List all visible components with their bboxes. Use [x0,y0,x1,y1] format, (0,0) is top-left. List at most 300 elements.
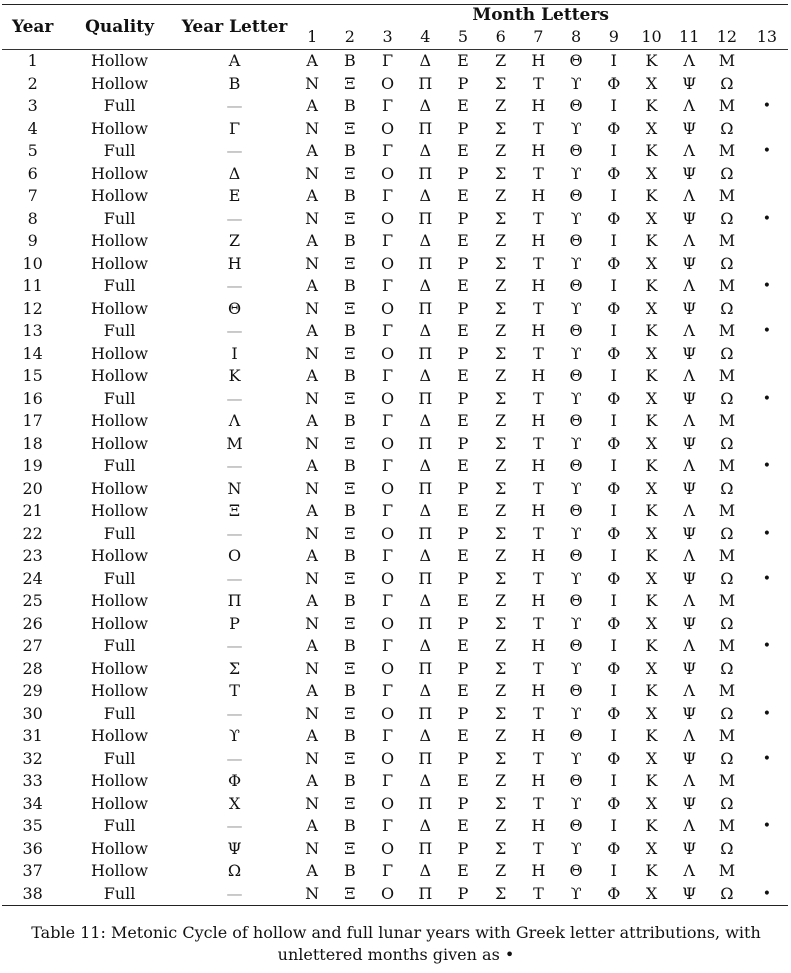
table-row [2,185,788,208]
month-letter-cell: Ψ [682,613,697,633]
month-letter-cell: Θ [569,861,583,881]
month-letter-cell: Ι [610,636,617,656]
table-row [2,770,788,793]
month-letter-cell: Κ [645,816,658,836]
year-letter-cell: — [226,523,243,543]
month-letter-cell: Λ [683,771,695,791]
table-row [2,590,788,613]
month-letter-cell: Ζ [495,321,507,341]
year-letter-cell: Λ [228,411,241,431]
month-letter-cell: ϒ [570,478,582,498]
quality-cell: Full [103,816,136,836]
month-letter-cell: Τ [533,253,544,273]
year-cell: 37 [22,861,43,881]
month-letter-cell: Ι [610,456,617,476]
year-cell: 29 [22,681,43,701]
month-letter-cell: Ο [381,343,395,363]
month-letter-cell: Α [306,456,318,476]
month-letter-cell: Ε [457,681,469,701]
month-letter-cell: Ο [369,883,407,906]
month-letter-cell: ϒ [570,793,582,813]
month-letter-cell: Α [306,591,318,611]
month-letter-cell: ϒ [570,613,582,633]
month-letter-cell: Ι [610,321,617,341]
month-letter-cell: Θ [569,456,583,476]
empty-month-cell [746,770,788,793]
month-letter-cell: Ν [305,298,320,318]
month-letter-cell: Α [306,141,318,161]
table-row [2,208,788,231]
month-letter-cell: ϒ [570,658,582,678]
month-letter-cell: Ν [305,838,320,858]
year-letter-cell: Ψ [227,838,242,858]
table-row [2,433,788,456]
quality-cell: Hollow [90,73,149,93]
year-letter-cell: Ν [227,478,242,498]
month-letter-cell: Μ [718,591,736,611]
empty-month-cell [746,680,788,703]
empty-month-cell [746,73,788,96]
year-cell: 9 [27,231,38,251]
month-letter-cell: Μ [718,51,736,71]
month-letter-cell: Χ [645,613,658,633]
month-letter-cell: Λ [683,636,695,656]
month-letter-cell: Ω [720,703,734,723]
year-cell: 3 [27,96,38,116]
empty-month-cell [746,838,788,861]
unlettered-month-marker: • [762,98,772,115]
month-letter-cell: Ε [457,96,469,116]
month-letter-cell: Ζ [495,456,507,476]
month-letter-cell: Γ [382,636,394,656]
empty-month-cell [746,590,788,613]
table-row [2,140,788,163]
month-letter-cell: Ψ [682,433,697,453]
month-letter-cell: Κ [645,456,658,476]
month-letter-cell: Ω [720,343,734,363]
month-letter-cell: Ε [457,276,469,296]
unlettered-month-marker: • [762,638,772,655]
month-letter-cell: Β [344,636,356,656]
month-letter-cell: Γ [382,186,394,206]
table-row [2,73,788,96]
month-letter-cell: Κ [645,366,658,386]
month-letter-cell: Γ [382,816,394,836]
month-letter-cell: Ο [381,253,395,273]
month-letter-cell: Φ [607,748,621,768]
month-letter-cell: Φ [607,613,621,633]
table-body [2,50,788,906]
month-letter-cell: Ξ [344,433,356,453]
month-letter-cell: Κ [645,96,658,116]
year-letter-cell: — [176,883,294,906]
year-letter-cell: ϒ [229,726,241,746]
month-letter-cell: Ψ [682,703,697,723]
month-letter-cell: Δ [419,816,432,836]
month-letter-cell: Ρ [457,118,469,138]
month-letter-cell: Ξ [344,703,356,723]
month-letter-cell: Θ [569,276,583,296]
year-cell: 35 [22,816,43,836]
month-letter-cell: Κ [645,51,658,71]
month-letter-cell: Χ [645,793,658,813]
year-cell: 21 [22,501,43,521]
month-letter-cell: Χ [645,73,658,93]
year-cell: 30 [22,703,43,723]
year-cell: 38 [2,883,63,906]
month-letter-cell: Π [418,838,433,858]
quality-cell: Hollow [90,658,149,678]
month-letter-cell: ϒ [570,838,582,858]
month-letter-cell: Γ [382,366,394,386]
month-letter-cell: Σ [495,703,507,723]
header-month-6: 6 [495,27,506,47]
month-letter-cell: Σ [495,523,507,543]
month-letter-cell: Σ [495,163,507,183]
month-letter-cell: Γ [382,681,394,701]
month-letter-cell: Ζ [495,231,507,251]
month-letter-cell: Ψ [682,838,697,858]
month-letter-cell: Θ [569,96,583,116]
month-letter-cell: Α [306,726,318,746]
month-letter-cell: Ο [381,703,395,723]
month-letter-cell: ϒ [570,568,582,588]
month-letter-cell: Ζ [495,186,507,206]
month-letter-cell: Π [418,73,433,93]
month-letter-cell: Ξ [344,118,356,138]
month-letter-cell: Ν [305,73,320,93]
month-letter-cell: Ψ [682,793,697,813]
month-letter-cell: ϒ [570,748,582,768]
month-letter-cell: Π [418,343,433,363]
month-letter-cell: Ζ [495,366,507,386]
month-letter-cell: Β [344,861,356,881]
month-letter-cell: Ξ [344,73,356,93]
month-letter-cell: Β [344,456,356,476]
quality-cell: Hollow [90,793,149,813]
month-letter-cell: Λ [683,366,695,386]
month-letter-cell: Ω [720,838,734,858]
table-row [2,253,788,276]
month-letter-cell: Ζ [495,411,507,431]
quality-cell: Hollow [90,478,149,498]
quality-cell: Hollow [90,118,149,138]
quality-cell: Hollow [90,343,149,363]
month-letter-cell: Φ [607,343,621,363]
month-letter-cell: Μ [718,186,736,206]
month-letter-cell: Φ [607,793,621,813]
month-letter-cell: Η [531,411,546,431]
year-letter-cell: Π [227,591,242,611]
month-letter-cell: Γ [382,726,394,746]
month-letter-cell: Μ [718,546,736,566]
quality-cell: Full [103,388,136,408]
month-letter-cell: Ρ [444,883,482,906]
month-letter-cell: Β [344,276,356,296]
table-row [2,568,788,591]
year-cell: 33 [22,771,43,791]
month-letter-cell: Ι [610,186,617,206]
unlettered-month-marker: • [762,570,772,587]
empty-month-cell [746,410,788,433]
unlettered-month-marker: • [762,705,772,722]
month-letter-cell: Ν [305,478,320,498]
month-letter-cell: Α [306,636,318,656]
empty-month-cell [746,50,788,73]
month-letter-cell: Κ [645,186,658,206]
month-letter-cell: Τ [520,883,558,906]
month-letter-cell: Χ [645,208,658,228]
unlettered-month-marker: • [762,390,772,407]
unlettered-month-marker: • [762,323,772,340]
month-letter-cell: Ε [457,321,469,341]
month-letter-cell: Ο [381,658,395,678]
month-letter-cell: Τ [533,73,544,93]
month-letter-cell: Χ [645,568,658,588]
month-letter-cell: Ρ [457,478,469,498]
year-cell: 32 [22,748,43,768]
month-letter-cell: Λ [683,816,695,836]
month-letter-cell: Ι [610,51,617,71]
month-letter-cell: Ξ [344,343,356,363]
table-row [2,883,788,906]
table-row [2,343,788,366]
month-letter-cell: Γ [382,546,394,566]
month-letter-cell: Ι [610,546,617,566]
year-letter-cell: Μ [226,433,243,453]
month-letter-cell: Δ [419,771,432,791]
empty-month-cell [746,793,788,816]
year-letter-cell: Θ [227,298,242,318]
month-letter-cell: Λ [683,51,695,71]
month-letter-cell: Ω [720,388,734,408]
empty-month-cell [746,500,788,523]
month-letter-cell: Ι [610,411,617,431]
month-letter-cell: Β [344,231,356,251]
month-letter-cell: Θ [569,141,583,161]
month-letter-cell: Τ [533,838,544,858]
month-letter-cell: Ο [381,163,395,183]
month-letter-cell: Β [344,816,356,836]
month-letter-cell: ϒ [570,298,582,318]
month-letter-cell: Ο [381,748,395,768]
month-letter-cell: Λ [683,456,695,476]
month-letter-cell: Ζ [495,861,507,881]
table-row [2,410,788,433]
header-month-12: 12 [716,27,738,47]
month-letter-cell: Ε [457,411,469,431]
metonic-cycle-table [2,4,788,906]
month-letter-cell: Ρ [457,298,469,318]
month-letter-cell: Θ [569,591,583,611]
table-row [2,365,788,388]
table-row [2,118,788,141]
table-row [2,523,788,546]
table-row [2,838,788,861]
month-letter-cell: Η [531,276,546,296]
empty-month-cell [746,860,788,883]
month-letter-cell: Ν [305,748,320,768]
month-letter-cell: Ξ [331,883,369,906]
month-letter-cell: Θ [569,771,583,791]
quality-cell: Hollow [90,771,149,791]
unlettered-month-marker: • [762,210,772,227]
header-month-10: 10 [641,27,662,47]
table-row [2,748,788,771]
month-letter-cell: Ξ [344,298,356,318]
month-letter-cell: Λ [683,501,695,521]
unlettered-month-marker: • [762,458,772,475]
month-letter-cell: Β [344,501,356,521]
month-letter-cell: Χ [645,388,658,408]
month-letter-cell: Ξ [344,163,356,183]
year-letter-cell: Κ [228,366,241,386]
quality-cell: Hollow [90,253,149,273]
year-letter-cell: Η [227,253,242,273]
month-letter-cell: Ε [457,501,469,521]
year-cell: 10 [22,253,43,273]
month-letter-cell: Φ [595,883,633,906]
month-letter-cell: Ψ [670,883,708,906]
month-letter-cell: Γ [382,141,394,161]
quality-cell: Full [103,703,136,723]
month-letter-cell: Ο [381,388,395,408]
year-cell: 7 [27,186,38,206]
month-letter-cell: Θ [569,186,583,206]
year-cell: 8 [27,208,38,228]
quality-cell: Hollow [90,681,149,701]
month-letter-cell: Σ [495,433,507,453]
month-letter-cell: Λ [683,591,695,611]
month-letter-cell: Ζ [495,501,507,521]
month-letter-cell: Α [306,411,318,431]
month-letter-cell: Η [531,501,546,521]
month-letter-cell: Η [531,321,546,341]
month-letter-cell: Α [306,681,318,701]
month-letter-cell: Π [418,613,433,633]
quality-cell: Hollow [90,591,149,611]
month-letter-cell: Ν [293,883,331,906]
empty-month-cell [746,725,788,748]
month-letter-cell: Τ [533,568,544,588]
month-letter-cell: ϒ [570,388,582,408]
table-caption: Table 11: Metonic Cycle of hollow and full lunar years with Greek letter attributions, with unlettered months given as • [31,923,761,964]
quality-cell: Hollow [90,163,149,183]
year-letter-cell: — [226,208,243,228]
month-letter-cell: Ω [720,73,734,93]
year-letter-cell: — [226,388,243,408]
year-letter-cell: — [226,96,243,116]
month-letter-cell: Π [418,163,433,183]
year-cell: 36 [22,838,43,858]
month-letter-cell: Ε [457,231,469,251]
month-letter-cell: Ρ [457,658,469,678]
year-letter-cell: — [226,703,243,723]
month-letter-cell: Γ [382,501,394,521]
month-letter-cell: Σ [495,208,507,228]
month-letter-cell: Δ [419,321,432,341]
month-letter-cell: Λ [683,186,695,206]
month-letter-cell: ϒ [570,163,582,183]
month-letter-cell: Α [306,321,318,341]
month-letter-cell: ϒ [570,523,582,543]
month-letter-cell: Ν [305,613,320,633]
month-letter-cell: Φ [607,388,621,408]
month-letter-cell: Ε [457,366,469,386]
month-letter-cell: Σ [495,73,507,93]
month-letter-cell: ϒ [570,73,582,93]
month-letter-cell: Ν [305,343,320,363]
empty-month-cell [746,118,788,141]
quality-cell: Full [103,636,136,656]
month-letter-cell: Χ [645,298,658,318]
empty-month-cell [746,545,788,568]
month-letter-cell: ϒ [570,343,582,363]
month-letter-cell: Ι [610,231,617,251]
header-year: Year [2,5,63,50]
year-cell: 11 [22,276,43,296]
month-letter-cell: Π [418,793,433,813]
month-letter-cell: Ζ [495,591,507,611]
month-letter-cell: Ε [457,141,469,161]
month-letter-cell: Ξ [344,613,356,633]
month-letter-cell: Σ [482,883,520,906]
month-letter-cell: Η [531,96,546,116]
month-letter-cell: Π [418,118,433,138]
quality-cell: Hollow [90,501,149,521]
month-letter-cell: Ω [720,208,734,228]
year-cell: 16 [22,388,43,408]
month-letter-cell: Β [344,321,356,341]
month-letter-cell: Σ [495,793,507,813]
month-letter-cell: Μ [718,771,736,791]
month-letter-cell: Ψ [682,343,697,363]
month-letter-cell: Ι [610,96,617,116]
table-row [2,230,788,253]
month-letter-cell: Θ [569,726,583,746]
month-letter-cell: Ρ [457,163,469,183]
month-letter-cell: Φ [607,163,621,183]
month-letter-cell: Ο [381,298,395,318]
year-cell: 28 [22,658,43,678]
month-letter-cell: Ι [610,141,617,161]
month-letter-cell: Θ [569,411,583,431]
month-letter-cell: Α [306,366,318,386]
quality-cell: Full [103,568,136,588]
year-cell: 1 [27,51,38,71]
month-letter-cell: Π [418,298,433,318]
month-letter-cell: Ρ [457,73,469,93]
month-letter-cell: Ξ [344,208,356,228]
month-letter-cell: Ρ [457,388,469,408]
quality-cell: Hollow [90,51,149,71]
month-letter-cell: Σ [495,298,507,318]
table-row [2,793,788,816]
month-letter-cell: Μ [718,636,736,656]
month-letter-cell: Δ [419,366,432,386]
month-letter-cell: Ο [381,478,395,498]
empty-month-cell [746,365,788,388]
empty-month-cell [746,658,788,681]
month-letter-cell: Ξ [344,478,356,498]
month-letter-cell: Θ [569,636,583,656]
month-letter-cell: Φ [607,568,621,588]
quality-cell: Hollow [90,726,149,746]
year-letter-cell: — [226,276,243,296]
month-letter-cell: Κ [645,636,658,656]
month-letter-cell: Γ [382,231,394,251]
month-letter-cell: Χ [645,163,658,183]
